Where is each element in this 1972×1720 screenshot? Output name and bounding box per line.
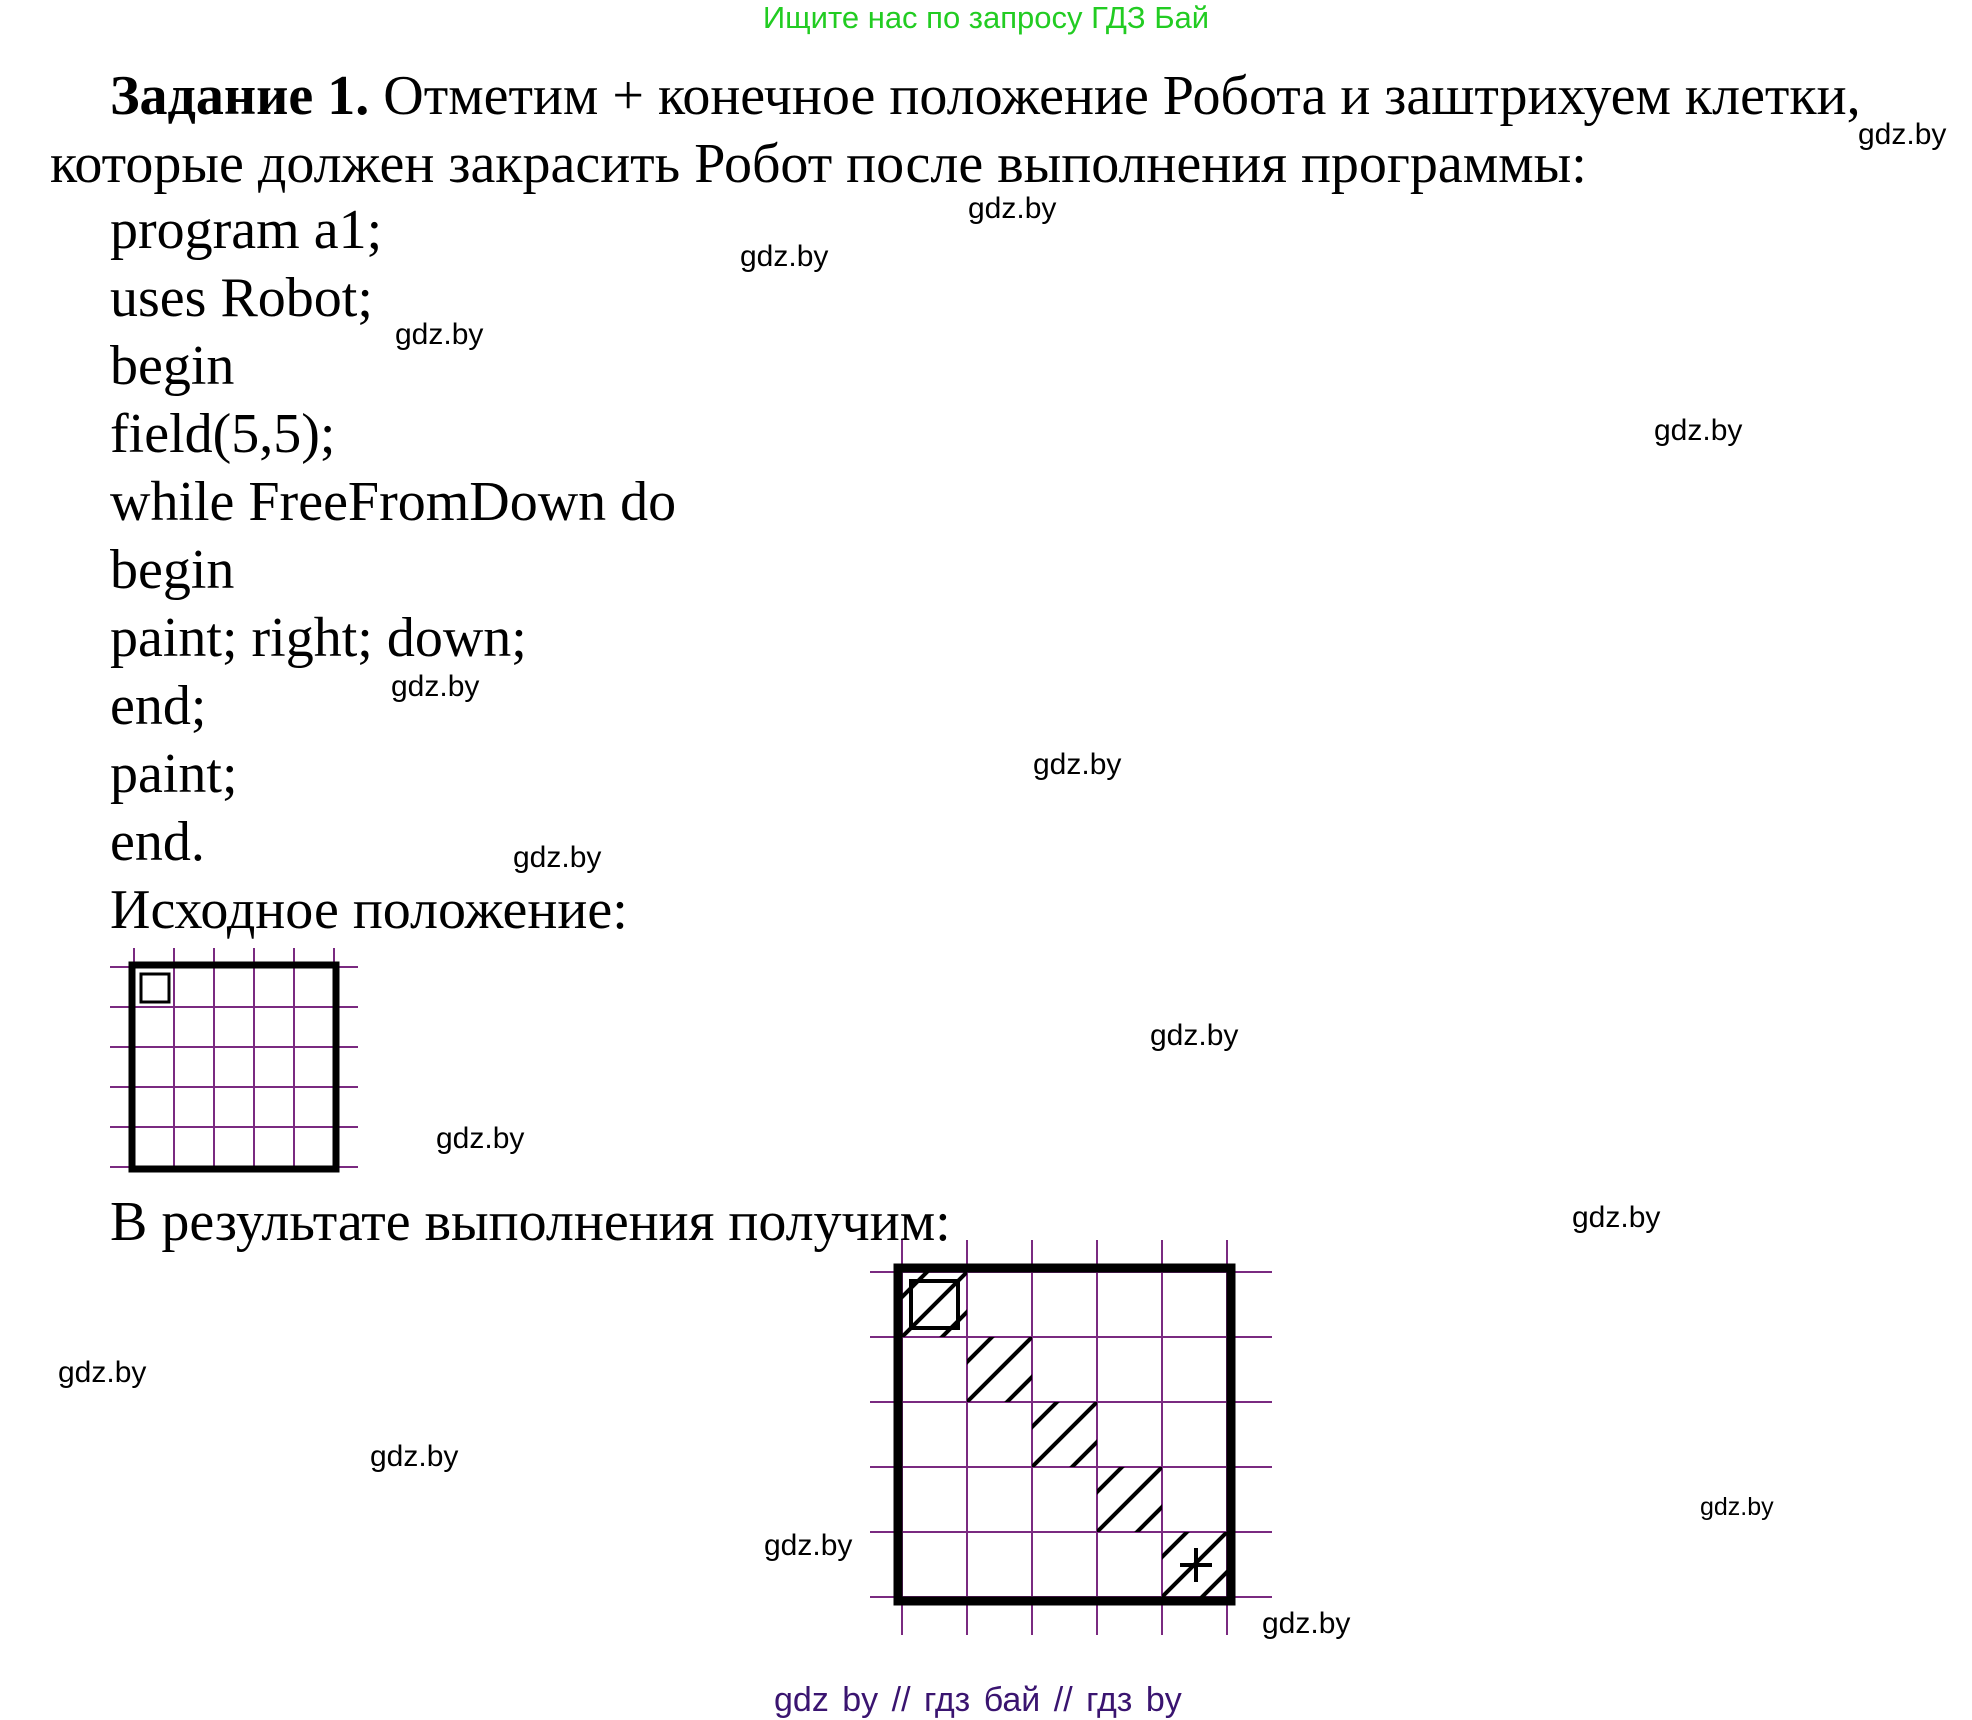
task-number: Задание 1. [110, 65, 370, 127]
watermark: gdz.by [1858, 118, 1947, 151]
result-robot-field [870, 1240, 1280, 1640]
footer-site-links: gdz by // гдз бай // гдз by [774, 1681, 1182, 1719]
watermark: gdz.by [370, 1440, 459, 1473]
watermark: gdz.by [1033, 748, 1122, 781]
watermark: gdz.by [1150, 1019, 1239, 1052]
robot-start-icon [141, 974, 169, 1002]
watermark: gdz.by [1262, 1607, 1351, 1640]
task-description-start: Отметим + конечное положение Робота и заштрихуем клетки, [369, 65, 1861, 127]
code-line: field(5,5); [110, 403, 336, 465]
code-line: end. [110, 811, 205, 873]
task-title-line1 [110, 62, 1861, 130]
initial-robot-field [108, 940, 368, 1180]
code-line: end; [110, 675, 207, 737]
watermark: gdz.by [513, 841, 602, 874]
watermark: gdz.by [1572, 1201, 1661, 1234]
code-line: begin [110, 539, 235, 601]
watermark: gdz.by [395, 318, 484, 351]
code-line: paint; [110, 743, 238, 805]
painted-cell-hatch [947, 1317, 1052, 1422]
initial-position-label: Исходное положение: [110, 879, 628, 941]
watermark: gdz.by [740, 240, 829, 273]
code-line: paint; right; down; [110, 607, 527, 669]
painted-cell-hatch [1077, 1447, 1182, 1552]
result-label: В результате выполнения получим: [110, 1191, 951, 1253]
search-hint-header: Ищите нас по запросу ГДЗ Бай [762, 0, 1210, 35]
code-line: uses Robot; [110, 267, 373, 329]
watermark: gdz.by [1700, 1493, 1774, 1521]
watermark: gdz.by [968, 192, 1057, 225]
watermark: gdz.by [58, 1356, 147, 1389]
watermark: gdz.by [391, 670, 480, 703]
watermark: gdz.by [436, 1122, 525, 1155]
watermark: gdz.by [764, 1529, 853, 1562]
task-title-line2: которые должен закрасить Робот после выполнения программы: [50, 133, 1587, 195]
code-line: begin [110, 335, 235, 397]
code-line: while FreeFromDown do [110, 471, 677, 533]
code-line: program a1; [110, 199, 383, 261]
painted-cell-hatch [1012, 1382, 1117, 1487]
watermark: gdz.by [1654, 414, 1743, 447]
